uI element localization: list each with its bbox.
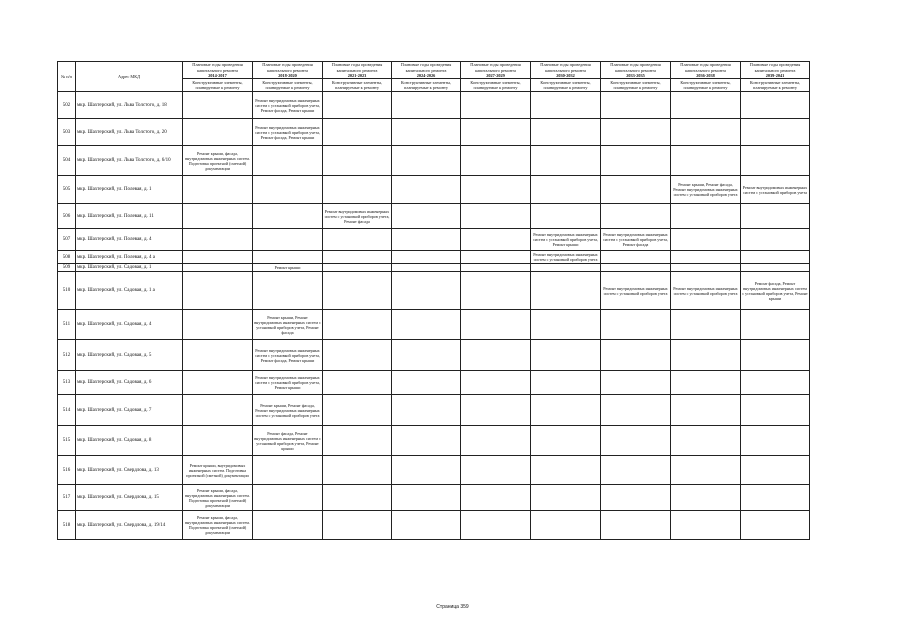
repair-works-cell (183, 340, 253, 371)
repair-works-cell (531, 511, 601, 540)
row-number: 513 (58, 371, 76, 395)
repair-works-cell: Ремонт крыши, Ремонт внутридомовых инженерных систем с установкой приборов учета, Ремонт фасада (253, 310, 323, 340)
repair-works-cell (741, 485, 810, 511)
column-header-num: № п/п (58, 62, 76, 92)
table-row (58, 229, 810, 251)
repair-works-cell (461, 92, 531, 119)
repair-works-cell (323, 485, 392, 511)
repair-works-cell (671, 426, 741, 456)
column-header-period (741, 62, 810, 92)
repair-works-cell (531, 395, 601, 426)
repair-works-cell (461, 340, 531, 371)
repair-works-cell (531, 426, 601, 456)
row-address: мкр. Шахтерский, ул. Полевая, д. 11 (76, 204, 183, 229)
repair-works-cell (601, 92, 671, 119)
period-prefix: Плановые годы проведения капитального ремонта (610, 62, 661, 73)
table-row (58, 146, 810, 176)
row-number: 515 (58, 426, 76, 456)
repair-works-cell (392, 511, 461, 540)
repair-works-cell (531, 264, 601, 272)
table-row (58, 426, 810, 456)
repair-works-cell (323, 395, 392, 426)
repair-works-cell (531, 272, 601, 310)
period-subheader: Конструктивные элементы, планируемые к ремонту (183, 78, 252, 90)
repair-works-cell (741, 395, 810, 426)
repair-works-cell (323, 272, 392, 310)
repair-works-cell (601, 426, 671, 456)
repair-works-cell: Ремонт крыши (253, 264, 323, 272)
repair-works-cell (323, 176, 392, 204)
repair-works-cell (531, 456, 601, 485)
repair-works-cell (323, 146, 392, 176)
repair-works-cell (601, 485, 671, 511)
repair-works-cell: Ремонт крыши, внутридомовых инженерных систем. Подготовка проектной (сметной) документации (183, 456, 253, 485)
repair-works-cell (531, 92, 601, 119)
period-subheader: Конструктивные элементы, планируемые к ремонту (461, 78, 530, 90)
repair-works-cell (183, 395, 253, 426)
repair-works-cell (392, 146, 461, 176)
repair-works-cell (461, 511, 531, 540)
row-number: 518 (58, 511, 76, 540)
repair-works-cell (253, 146, 323, 176)
repair-works-cell (741, 92, 810, 119)
period-years: 2024-2026 (416, 72, 436, 78)
repair-works-cell (323, 264, 392, 272)
repair-works-cell: Ремонт внутридомовых инженерных систем с установкой приборов учета (531, 251, 601, 264)
repair-works-cell (253, 204, 323, 229)
repair-works-cell (183, 229, 253, 251)
repair-works-cell (741, 371, 810, 395)
repair-works-cell: Ремонт внутридомовых инженерных систем с установкой приборов учета, Ремонт крыши (253, 371, 323, 395)
column-header-period (183, 62, 253, 92)
repair-works-cell (531, 204, 601, 229)
repair-works-cell (392, 176, 461, 204)
repair-works-cell (461, 251, 531, 264)
repair-works-cell (392, 456, 461, 485)
row-number: 505 (58, 176, 76, 204)
repair-works-cell (671, 204, 741, 229)
repair-works-cell (671, 371, 741, 395)
period-subheader: Конструктивные элементы, планируемые к ремонту (323, 78, 391, 90)
repair-works-cell (671, 229, 741, 251)
row-number: 509 (58, 264, 76, 272)
period-years: 2014-2017 (208, 72, 227, 78)
repair-works-cell (741, 340, 810, 371)
repair-works-cell (392, 92, 461, 119)
table-row (58, 485, 810, 511)
repair-works-cell (183, 264, 253, 272)
repair-works-cell (741, 264, 810, 272)
row-number: 506 (58, 204, 76, 229)
repair-works-cell (323, 456, 392, 485)
page-number: Страница 359 (436, 604, 469, 610)
repair-works-cell (601, 204, 671, 229)
row-number: 503 (58, 119, 76, 146)
repair-works-cell: Ремонт внутридомовых инженерных систем с установкой приборов учета, Ремонт фасада, Ремонт крыши (253, 119, 323, 146)
row-address: мкр. Шахтерский, ул. Садовая, д. 8 (76, 426, 183, 456)
repair-works-cell: Ремонт фасада, Ремонт внутридомовых инженерных систем с установкой приборов учета, Ремонт крыши (253, 426, 323, 456)
repair-works-cell (461, 272, 531, 310)
period-subheader: Конструктивные элементы, планируемые к ремонту (253, 78, 322, 90)
table-row (58, 310, 810, 340)
repair-works-cell: Ремонт внутридомовых инженерных систем с установкой приборов учета, Ремонт крыши (531, 229, 601, 251)
period-prefix: Плановые годы проведения капитального ремонта (749, 62, 801, 73)
period-prefix: Плановые годы проведения капитального ремонта (331, 62, 383, 73)
repair-works-cell (392, 340, 461, 371)
repair-works-cell (183, 426, 253, 456)
repair-works-cell (531, 485, 601, 511)
period-prefix: Плановые годы проведения капитального ремонта (400, 62, 452, 73)
table-row (58, 119, 810, 146)
repair-works-cell (671, 251, 741, 264)
repair-works-cell (671, 395, 741, 426)
repair-works-cell (741, 229, 810, 251)
repair-works-cell (392, 119, 461, 146)
row-number: 502 (58, 92, 76, 119)
repair-works-cell (392, 395, 461, 426)
repair-works-cell: Ремонт крыши, Ремонт фасада, Ремонт внутридомовых инженерных систем с установкой приборов учета (253, 395, 323, 426)
repair-works-cell (323, 426, 392, 456)
repair-works-cell (601, 264, 671, 272)
table-row (58, 204, 810, 229)
repair-works-cell (461, 485, 531, 511)
row-address: мкр. Шахтерский, ул. Садовая, д. 6 (76, 371, 183, 395)
repair-works-cell (183, 371, 253, 395)
repair-works-cell (741, 426, 810, 456)
repair-works-cell (461, 146, 531, 176)
column-header-period (392, 62, 461, 92)
repair-works-cell (531, 340, 601, 371)
repair-works-cell (392, 485, 461, 511)
row-number: 508 (58, 251, 76, 264)
repair-works-cell (531, 310, 601, 340)
row-number: 511 (58, 310, 76, 340)
repair-works-cell: Ремонт крыши, фасада, внутридомовых инженерных систем. Подготовка проектной (сметной) документации (183, 511, 253, 540)
row-number: 510 (58, 272, 76, 310)
row-address: мкр. Шахтерский, ул. Льва Толстого, д. 18 (76, 92, 183, 119)
column-header-period (253, 62, 323, 92)
repair-works-cell (392, 426, 461, 456)
column-header-period (671, 62, 741, 92)
repair-works-cell (461, 371, 531, 395)
repair-works-cell (671, 456, 741, 485)
row-address: мкр. Шахтерский, ул. Садовая, д. 4 (76, 310, 183, 340)
repair-works-cell (531, 371, 601, 395)
repair-works-cell (323, 251, 392, 264)
repair-works-cell: Ремонт крыши, Ремонт фасада, Ремонт внутридомовых инженерных систем с установкой приборов учета (671, 176, 741, 204)
repair-works-cell (183, 272, 253, 310)
column-header-period (461, 62, 531, 92)
row-address: мкр. Шахтерский, ул. Свердлова, д. 13 (76, 456, 183, 485)
repair-works-cell (253, 251, 323, 264)
repair-works-cell: Ремонт крыши, фасада, внутридомовых инженерных систем. Подготовка проектной (сметной) документации (183, 146, 253, 176)
column-header-period (601, 62, 671, 92)
repair-works-cell (461, 426, 531, 456)
period-years: 2021-2023 (347, 72, 367, 78)
repair-works-cell (741, 146, 810, 176)
repair-works-cell: Ремонт внутридомовых инженерных систем с установкой приборов учета, Ремонт фасада (601, 229, 671, 251)
repair-works-cell (392, 310, 461, 340)
period-years: 2036-2038 (696, 72, 715, 78)
row-address: мкр. Шахтерский, ул. Садовая, д. 7 (76, 395, 183, 426)
repair-works-cell (531, 146, 601, 176)
repair-works-cell (741, 251, 810, 264)
table-row (58, 272, 810, 310)
row-number: 514 (58, 395, 76, 426)
row-address: мкр. Шахтерский, ул. Свердлова, д. 15 (76, 485, 183, 511)
repair-works-cell (461, 264, 531, 272)
row-address: мкр. Шахтерский, ул. Садовая, д. 5 (76, 340, 183, 371)
table-header-row (58, 62, 810, 92)
period-prefix: Плановые годы проведения капитального ремонта (262, 62, 313, 73)
repair-works-cell (671, 511, 741, 540)
repair-works-cell (601, 310, 671, 340)
column-header-period (323, 62, 392, 92)
table-row (58, 251, 810, 264)
repair-works-cell (461, 395, 531, 426)
repair-works-cell (601, 119, 671, 146)
repair-works-cell (323, 511, 392, 540)
repair-works-cell: Ремонт внутридомовых инженерных систем с установкой приборов учета (601, 272, 671, 310)
repair-works-cell (323, 119, 392, 146)
repair-works-cell (323, 310, 392, 340)
column-header-period (531, 62, 601, 92)
repair-works-cell (741, 204, 810, 229)
repair-works-cell: Ремонт внутридомовых инженерных систем с установкой приборов учета, Ремонт фасада (323, 204, 392, 229)
table-row (58, 264, 810, 272)
repair-works-cell: Ремонт фасада, Ремонт внутридомовых инженерных систем с установкой приборов учета, Ремонт крыши (741, 272, 810, 310)
repair-works-cell (461, 119, 531, 146)
period-years: 2033-2035 (626, 72, 645, 78)
repair-works-cell (741, 456, 810, 485)
period-prefix: Плановые годы проведения капитального ремонта (192, 62, 243, 73)
table-row (58, 395, 810, 426)
repair-works-cell (392, 264, 461, 272)
repair-works-cell (461, 229, 531, 251)
repair-works-cell (183, 251, 253, 264)
period-prefix: Плановые годы проведения капитального ремонта (540, 62, 591, 73)
repair-works-cell (461, 176, 531, 204)
table-row (58, 92, 810, 119)
repair-works-cell (671, 264, 741, 272)
repair-works-cell (183, 119, 253, 146)
repair-works-cell (601, 176, 671, 204)
repair-works-cell (392, 229, 461, 251)
repair-works-cell (253, 176, 323, 204)
repair-works-cell (183, 204, 253, 229)
capital-repair-table (57, 61, 810, 540)
table-row (58, 371, 810, 395)
table-body (58, 92, 810, 540)
repair-works-cell (253, 272, 323, 310)
repair-works-cell (601, 511, 671, 540)
row-number: 517 (58, 485, 76, 511)
repair-works-cell (392, 204, 461, 229)
repair-works-cell (461, 456, 531, 485)
repair-works-cell: Ремонт внутридомовых инженерных систем с установкой приборов учета, Ремонт фасада, Ремонт крыши (253, 340, 323, 371)
row-address: мкр. Шахтерский, ул. Льва Толстого, д. 20 (76, 119, 183, 146)
period-subheader: Конструктивные элементы, планируемые к ремонту (671, 78, 740, 90)
repair-works-cell (323, 340, 392, 371)
repair-works-cell (392, 251, 461, 264)
table-row (58, 176, 810, 204)
repair-works-cell (601, 456, 671, 485)
period-subheader: Конструктивные элементы, планируемые к ремонту (741, 78, 809, 90)
repair-works-cell (601, 251, 671, 264)
repair-works-cell (253, 485, 323, 511)
repair-works-cell (183, 92, 253, 119)
repair-works-cell (671, 340, 741, 371)
repair-works-cell (392, 272, 461, 310)
repair-works-cell: Ремонт внутридомовых инженерных систем с установкой приборов учета (671, 272, 741, 310)
period-years: 2027-2029 (486, 72, 505, 78)
repair-works-cell (671, 119, 741, 146)
repair-works-cell (531, 119, 601, 146)
repair-works-cell (461, 204, 531, 229)
repair-works-cell (183, 176, 253, 204)
repair-works-cell (531, 176, 601, 204)
table-row (58, 340, 810, 371)
period-prefix: Плановые годы проведения капитального ремонта (680, 62, 731, 73)
repair-works-cell (323, 92, 392, 119)
repair-works-cell (601, 146, 671, 176)
row-address: мкр. Шахтерский, ул. Полевая, д. 4 а (76, 251, 183, 264)
repair-works-cell (601, 371, 671, 395)
period-years: 2039-2041 (765, 72, 785, 78)
period-subheader: Конструктивные элементы, планируемые к ремонту (392, 78, 460, 90)
repair-works-cell (741, 310, 810, 340)
period-years: 2018-2020 (278, 72, 297, 78)
repair-works-cell (461, 310, 531, 340)
repair-works-cell (183, 310, 253, 340)
row-address: мкр. Шахтерский, ул. Льва Толстого, д. 6/10 (76, 146, 183, 176)
repair-works-cell (323, 229, 392, 251)
row-number: 504 (58, 146, 76, 176)
repair-works-cell (671, 92, 741, 119)
column-header-address: Адрес МКД (76, 62, 183, 92)
repair-works-cell (671, 485, 741, 511)
row-number: 507 (58, 229, 76, 251)
row-address: мкр. Шахтерский, ул. Садовая, д. 1 (76, 264, 183, 272)
repair-works-cell: Ремонт внутридомовых инженерных систем с установкой приборов учета (741, 176, 810, 204)
period-subheader: Конструктивные элементы, планируемые к ремонту (531, 78, 600, 90)
row-address: мкр. Шахтерский, ул. Полевая, д. 1 (76, 176, 183, 204)
repair-works-cell (392, 371, 461, 395)
repair-works-cell (601, 340, 671, 371)
repair-works-cell (741, 119, 810, 146)
repair-works-cell (323, 371, 392, 395)
repair-works-cell (671, 146, 741, 176)
repair-works-cell (253, 511, 323, 540)
row-address: мкр. Шахтерский, ул. Свердлова, д. 19/14 (76, 511, 183, 540)
row-number: 512 (58, 340, 76, 371)
period-prefix: Плановые годы проведения капитального ремонта (470, 62, 521, 73)
table-row (58, 456, 810, 485)
repair-works-cell: Ремонт крыши, фасада, внутридомовых инженерных систем. Подготовка проектной (сметной) документации (183, 485, 253, 511)
row-address: мкр. Шахтерский, ул. Полевая, д. 4 (76, 229, 183, 251)
row-number: 516 (58, 456, 76, 485)
repair-works-cell (671, 310, 741, 340)
period-subheader: Конструктивные элементы, планируемые к ремонту (601, 78, 670, 90)
table-row (58, 511, 810, 540)
repair-works-cell (741, 511, 810, 540)
row-address: мкр. Шахтерский, ул. Садовая, д. 1 а (76, 272, 183, 310)
repair-works-cell (253, 229, 323, 251)
period-years: 2030-2032 (556, 72, 575, 78)
repair-works-cell (253, 456, 323, 485)
repair-works-cell: Ремонт внутридомовых инженерных систем с установкой приборов учета, Ремонт фасада, Ремонт крыши (253, 92, 323, 119)
repair-works-cell (601, 395, 671, 426)
